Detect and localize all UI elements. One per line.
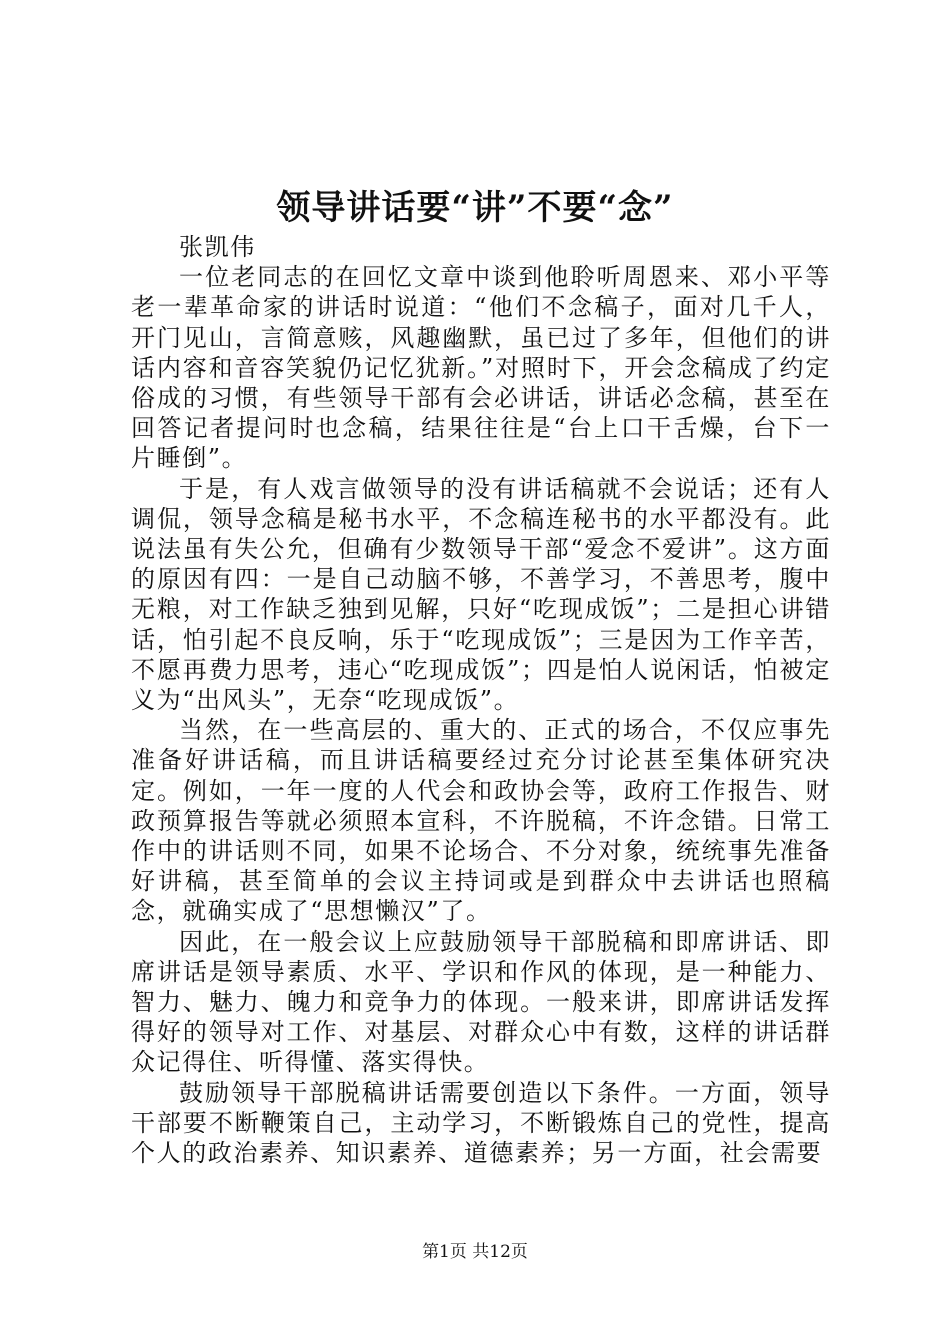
paragraph-1: 一位老同志的在回忆文章中谈到他聆听周恩来、邓小平等老一辈革命家的讲话时说道：“他们不念稿子，面对几千人，开门见山，言简意赅，风趣幽默，虽已过了多年，但他们的讲话内容和音容笑貌仍记忆犹新。”对照时下，开会念稿成了约定俗成的习惯，有些领导干部有会必讲话，讲话必念稿，甚至在回答记者提问时也念稿，结果往往是“台上口干舌燥，台下一片睡倒”。	[131, 263, 831, 473]
author-name: 张凯伟	[179, 233, 256, 261]
paragraph-3: 当然，在一些高层的、重大的、正式的场合，不仅应事先准备好讲话稿，而且讲话稿要经过充分讨论甚至集体研究决定。例如，一年一度的人代会和政协会等，政府工作报告、财政预算报告等就必须照本宣科，不许脱稿，不许念错。日常工作中的讲话则不同，如果不论场合、不分对象，统统事先准备好讲稿，甚至简单的会议主持词或是到群众中去讲话也照稿念，就确实成了“思想懒汉”了。	[131, 716, 831, 926]
page-number-footer: 第1页 共12页	[422, 1242, 528, 1262]
paragraph-5: 鼓励领导干部脱稿讲话需要创造以下条件。一方面，领导干部要不断鞭策自己，主动学习，不断锻炼自己的党性，提高个人的政治素养、知识素养、道德素养；另一方面，社会需要	[131, 1078, 831, 1168]
document-body	[131, 232, 831, 1168]
paragraph-2: 于是，有人戏言做领导的没有讲话稿就不会说话；还有人调侃，领导念稿是秘书水平，不念稿连秘书的水平都没有。此说法虽有失公允，但确有少数领导干部“爱念不爱讲”。这方面的原因有四：一是自己动脑不够，不善学习，不善思考，腹中无粮，对工作缺乏独到见解，只好“吃现成饭”；二是担心讲错话，怕引起不良反响，乐于“吃现成饭”；三是因为工作辛苦，不愿再费力思考，违心“吃现成饭”；四是怕人说闲话，怕被定义为“出风头”，无奈“吃现成饭”。	[131, 474, 831, 715]
paragraph-4: 因此，在一般会议上应鼓励领导干部脱稿和即席讲话、即席讲话是领导素质、水平、学识和作风的体现，是一种能力、智力、魅力、魄力和竞争力的体现。一般来讲，即席讲话发挥得好的领导对工作、对基层、对群众心中有数，这样的讲话群众记得住、听得懂、落实得快。	[131, 927, 831, 1077]
document-title: 领导讲话要“讲”不要“念”	[276, 188, 674, 228]
